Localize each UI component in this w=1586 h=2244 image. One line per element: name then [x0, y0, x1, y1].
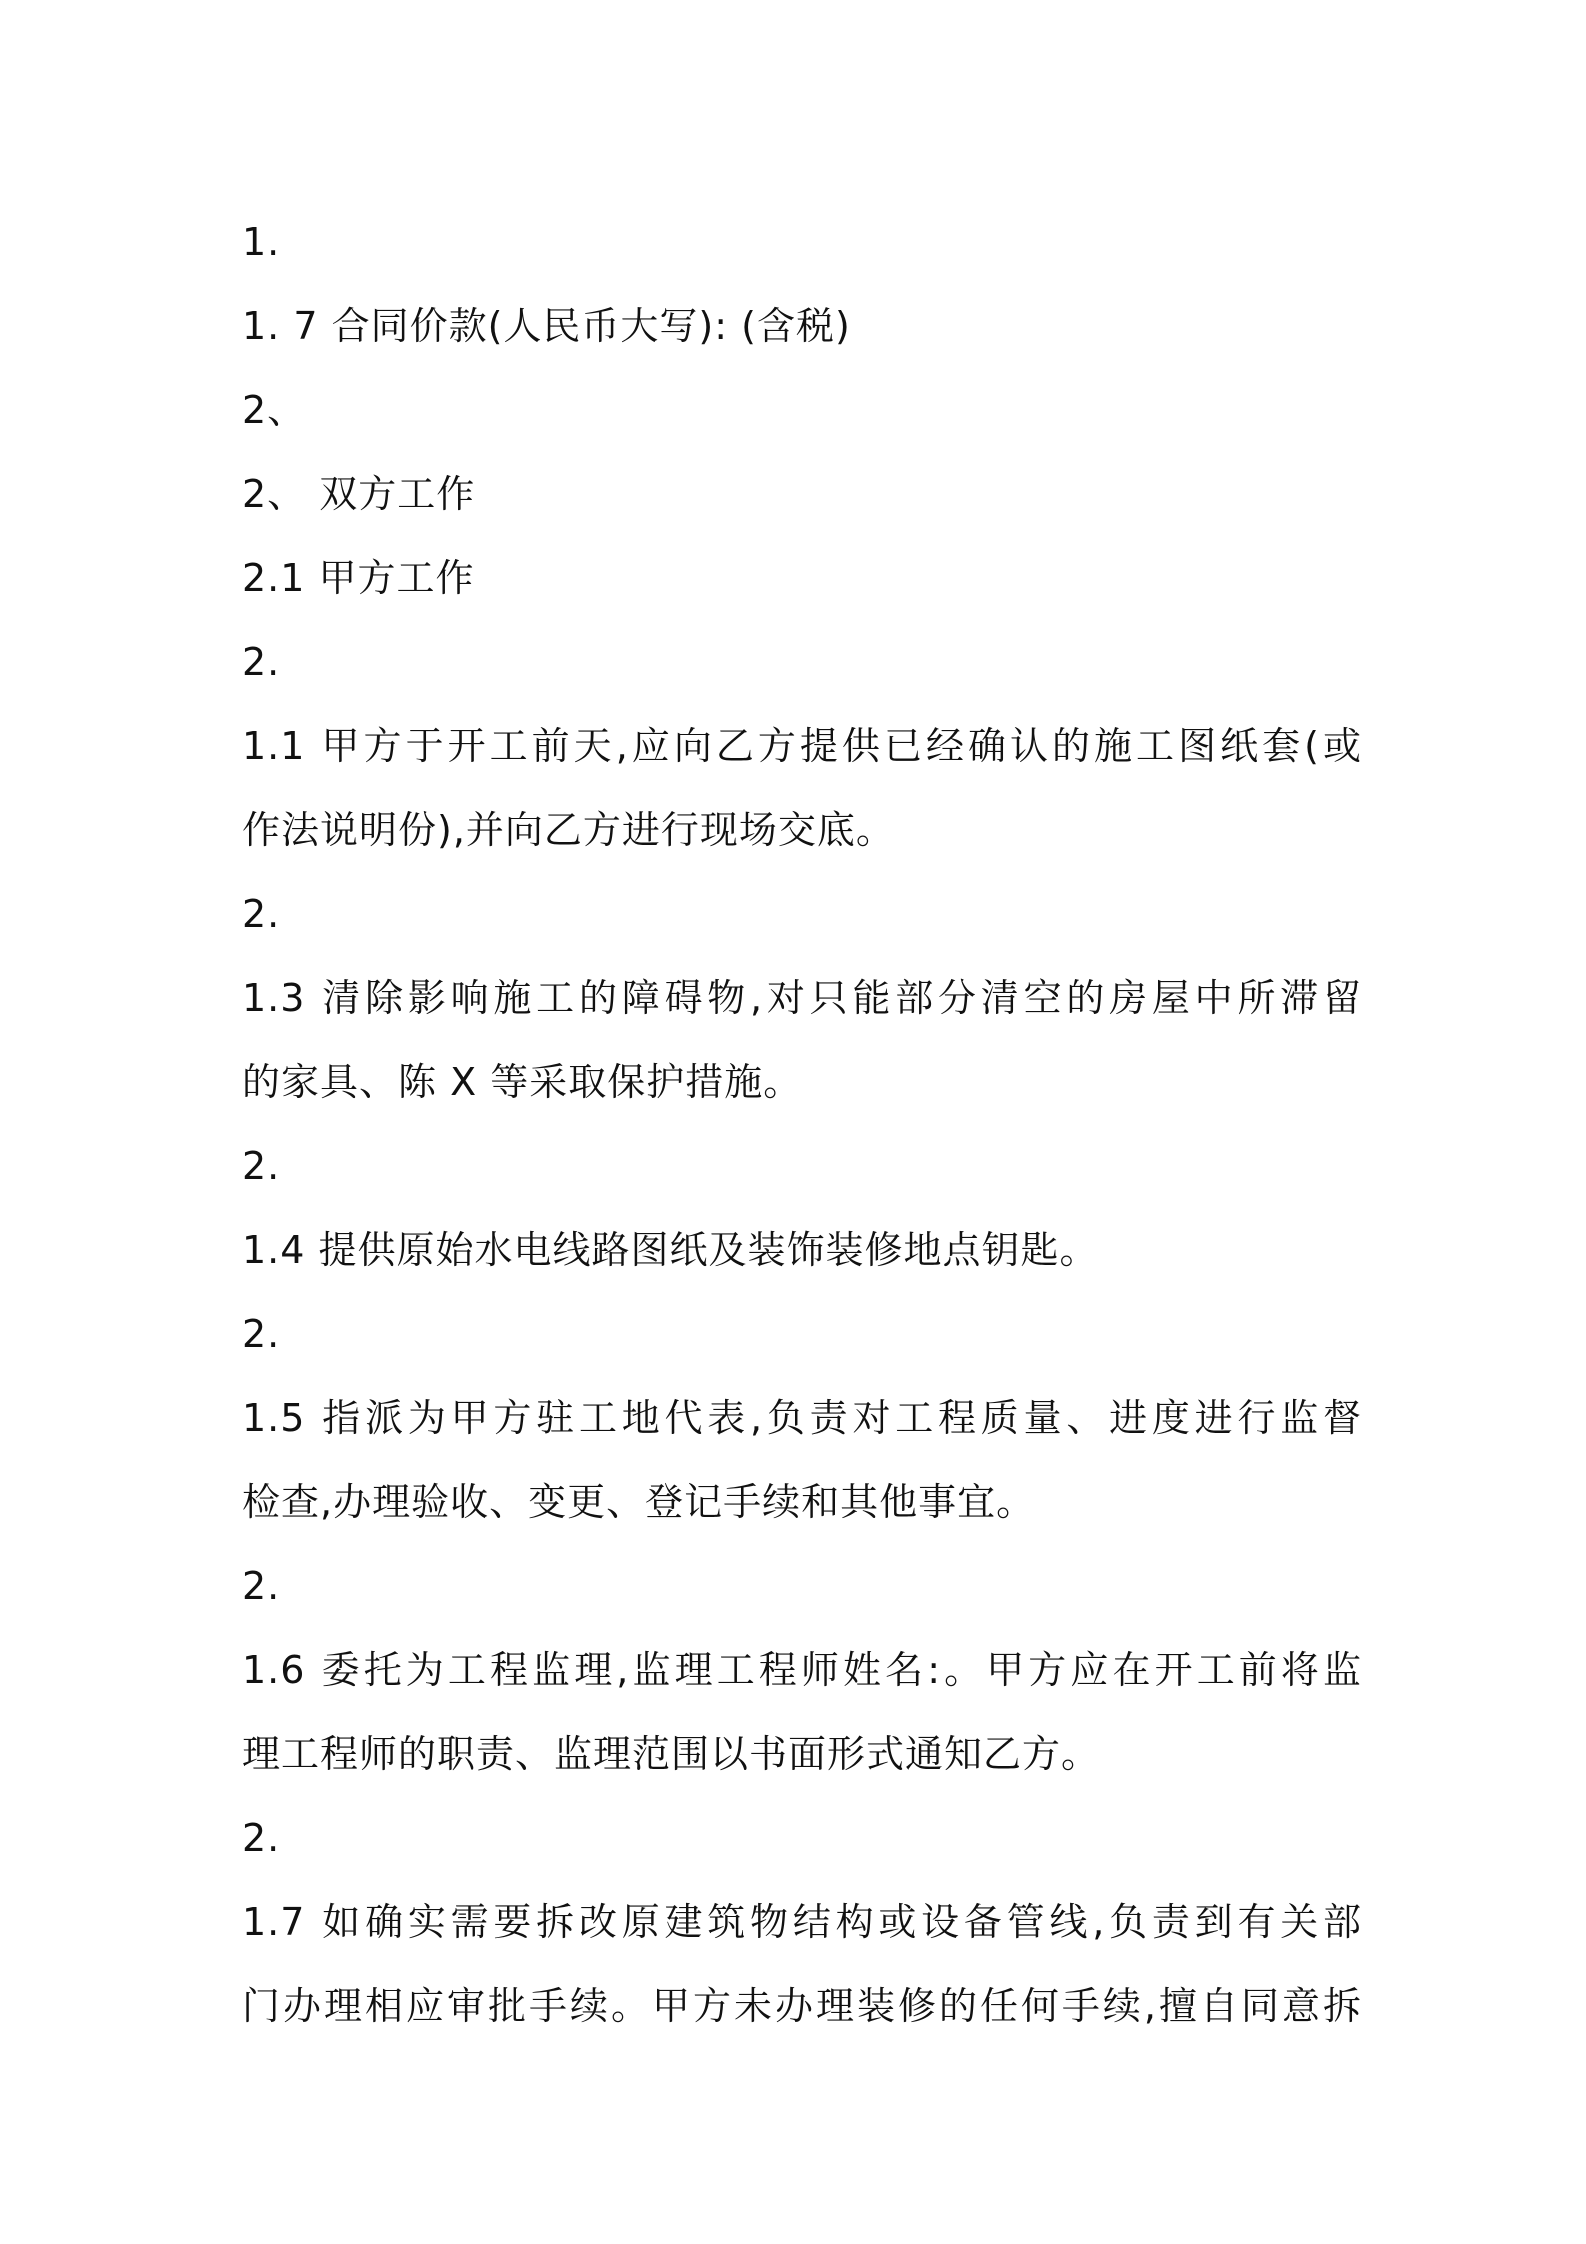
text-line: 2. [242, 1144, 281, 1188]
text-line: 门办理相应审批手续。甲方未办理装修的任何手续,擅自同意拆 [242, 1984, 1362, 2028]
clause-1-5 [242, 1376, 1362, 1544]
section-heading: 2、 双方工作 [242, 472, 476, 516]
text-line: 2. [242, 892, 281, 936]
document-body [242, 200, 1362, 2048]
clause-1-1 [242, 704, 1362, 872]
text-line: 1. [242, 220, 281, 264]
text-line: 作法说明份),并向乙方进行现场交底。 [242, 808, 895, 852]
clause-1-7 [242, 1880, 1362, 2048]
text-line: 1.3 清除影响施工的障碍物,对只能部分清空的房屋中所滞留 [242, 976, 1362, 1020]
text-line: 2. [242, 1564, 281, 1608]
clause-1-4: 1.4 提供原始水电线路图纸及装饰装修地点钥匙。 [242, 1228, 1099, 1272]
text-line: 1.7 如确实需要拆改原建筑物结构或设备管线,负责到有关部 [242, 1900, 1362, 1944]
text-line: 2. [242, 1312, 281, 1356]
text-line: 1.5 指派为甲方驻工地代表,负责对工程质量、进度进行监督 [242, 1396, 1362, 1440]
text-line: 的家具、陈 X 等采取保护措施。 [242, 1060, 803, 1104]
text-line: 2. [242, 640, 281, 684]
text-line: 理工程师的职责、监理范围以书面形式通知乙方。 [242, 1732, 1101, 1776]
text-line: 检查,办理验收、变更、登记手续和其他事宜。 [242, 1480, 1036, 1524]
clause-1-6 [242, 1628, 1362, 1796]
text-line: 1.6 委托为工程监理,监理工程师姓名:。甲方应在开工前将监 [242, 1648, 1362, 1692]
text-line: 2. [242, 1816, 281, 1860]
text-line: 1.1 甲方于开工前天,应向乙方提供已经确认的施工图纸套(或 [242, 724, 1362, 768]
contract-price-line: 1. 7 合同价款(人民币大写): (含税) [242, 304, 851, 348]
clause-1-3 [242, 956, 1362, 1124]
text-line: 2、 [242, 388, 307, 432]
subsection-heading: 2.1 甲方工作 [242, 556, 475, 600]
